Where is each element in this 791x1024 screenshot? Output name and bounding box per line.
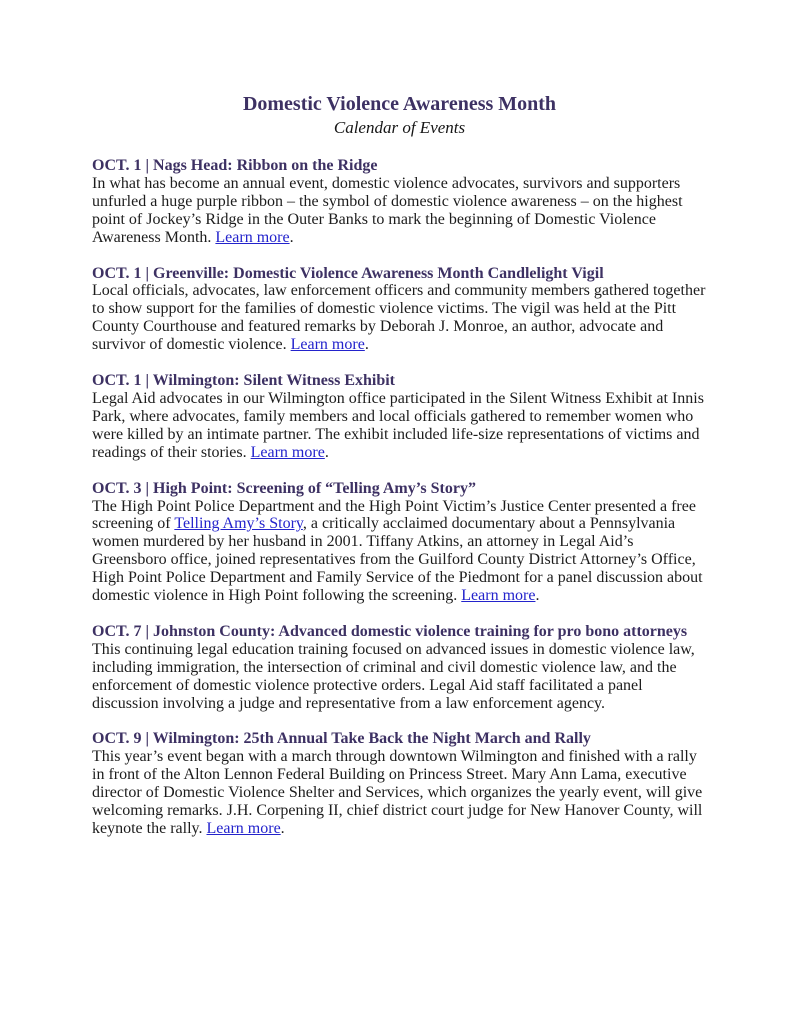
telling-amys-story-link[interactable]: Telling Amy’s Story — [174, 515, 303, 533]
event-body: Local officials, advocates, law enforcement officers and community members gathered together to show support for the families of domestic violence victims. The vigil was held at the Pitt County Courthouse and featured remarks by Deborah J. Monroe, an author, advocate and survivor of domestic violence. Learn more. — [92, 282, 706, 354]
event-entry — [92, 372, 707, 462]
event-entry — [92, 623, 707, 713]
event-entry — [92, 157, 707, 247]
document-content — [92, 92, 707, 838]
event-body: The High Point Police Department and the High Point Victim’s Justice Center presented a free screening of Telling Amy’s Story, a critically acclaimed documentary about a Pennsylvania women murdered by her husband in 2001. Tiffany Atkins, an attorney in Legal Aid’s Greensboro office, joined representatives from the Guilford County District Attorney’s Office, High Point Police Department and Family Service of the Piedmont for a panel discussion about domestic violence in High Point following the screening. Learn more. — [92, 497, 703, 605]
page-title: Domestic Violence Awareness Month — [242, 93, 557, 115]
event-heading: OCT. 7 | Johnston County: Advanced domestic violence training for pro bono attorneys — [92, 622, 688, 640]
learn-more-link[interactable]: Learn more — [206, 820, 281, 837]
event-entry — [92, 480, 707, 605]
event-heading: OCT. 9 | Wilmington: 25th Annual Take Back the Night March and Rally — [92, 730, 591, 748]
event-heading: OCT. 3 | High Point: Screening of “Telling Amy’s Story” — [92, 479, 476, 497]
event-body: In what has become an annual event, domestic violence advocates, survivors and supporters unfurled a huge purple ribbon – the symbol of domestic violence awareness – on the highest point of Jockey’s Ridge in the Outer Banks to mark the beginning of Domestic Violence Awareness Month. Learn more. — [92, 174, 683, 246]
event-heading: OCT. 1 | Greenville: Domestic Violence Awareness Month Candlelight Vigil — [92, 264, 604, 282]
learn-more-link[interactable]: Learn more — [461, 587, 536, 605]
event-heading: OCT. 1 | Nags Head: Ribbon on the Ridge — [92, 157, 378, 174]
learn-more-link[interactable]: Learn more — [290, 336, 365, 354]
event-body: This continuing legal education training focused on advanced issues in domestic violence law, including immigration, the intersection of criminal and civil domestic violence law, and the enforcement of domestic violence protective orders. Legal Aid staff facilitated a panel discussion involving a judge and representative from a law enforcement agency. — [92, 640, 695, 712]
event-body: This year’s event began with a march through downtown Wilmington and finished with a rally in front of the Alton Lennon Federal Building on Princess Street. Mary Ann Lama, executive director of Domestic Violence Shelter and Services, which organizes the yearly event, will give welcoming remarks. J.H. Corpening II, chief district court judge for New Hanover County, will keynote the rally. Learn more. — [92, 748, 703, 837]
learn-more-link[interactable]: Learn more — [250, 443, 325, 461]
event-entry — [92, 265, 707, 355]
page-subtitle: Calendar of Events — [333, 118, 466, 137]
event-body: Legal Aid advocates in our Wilmington office participated in the Silent Witness Exhibit at Innis Park, where advocates, family members and local officials gathered to remember women who were killed by an intimate partner. The exhibit included life-size representations of victims and readings of their stories. Learn more. — [92, 389, 704, 461]
event-entry — [92, 730, 707, 837]
events-list — [92, 157, 707, 838]
learn-more-link[interactable]: Learn more — [215, 228, 290, 246]
event-heading: OCT. 1 | Wilmington: Silent Witness Exhibit — [92, 372, 395, 390]
